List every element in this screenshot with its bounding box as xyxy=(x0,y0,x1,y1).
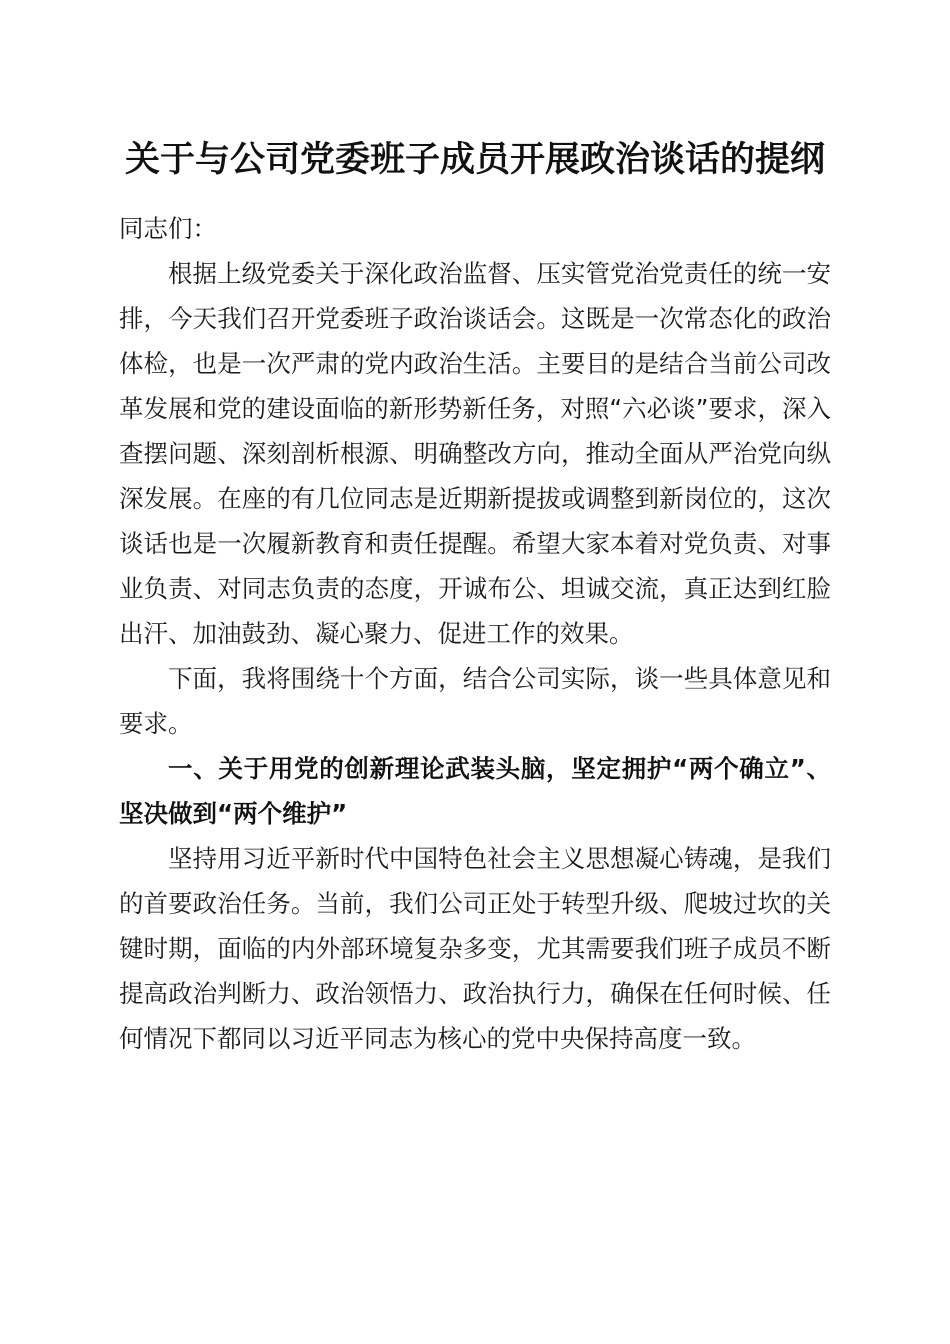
intro-paragraph: 根据上级党委关于深化政治监督、压实管党治党责任的统一安排，今天我们召开党委班子政治谈话会。这既是一次常态化的政治体检，也是一次严肃的党内政治生活。主要目的是结合当前公司改革发展和党的建设面临的新形势新任务，对照“六必谈”要求，深入查摆问题、深刻剖析根源、明确整改方向，推动全面从严治党向纵深发展。在座的有几位同志是近期新提拔或调整到新岗位的，这次谈话也是一次履新教育和责任提醒。希望大家本着对党负责、对事业负责、对同志负责的态度，开诚布公、坦诚交流，真正达到红脸出汗、加油鼓劲、凝心聚力、促进工作的效果。 xyxy=(119,259,831,648)
document-title: 关于与公司党委班子成员开展政治谈话的提纲 xyxy=(124,139,825,180)
section-paragraph: 坚持用习近平新时代中国特色社会主义思想凝心铸魂，是我们的首要政治任务。当前，我们公司正处于转型升级、爬坡过坎的关键时期，面临的内外部环境复杂多变，尤其需要我们班子成员不断提高政治判断力、政治领悟力、政治执行力，确保在任何时候、任何情况下都同以习近平同志为核心的党中央保持高度一致。 xyxy=(119,844,831,1053)
document-body xyxy=(119,206,831,1061)
section-heading: 一、关于用党的创新理论武装头脑，坚定拥护“两个确立”、坚决做到“两个维护” xyxy=(119,754,831,828)
outline-paragraph: 下面，我将围绕十个方面，结合公司实际，谈一些具体意见和要求。 xyxy=(119,664,831,738)
salutation: 同志们： xyxy=(119,214,217,243)
